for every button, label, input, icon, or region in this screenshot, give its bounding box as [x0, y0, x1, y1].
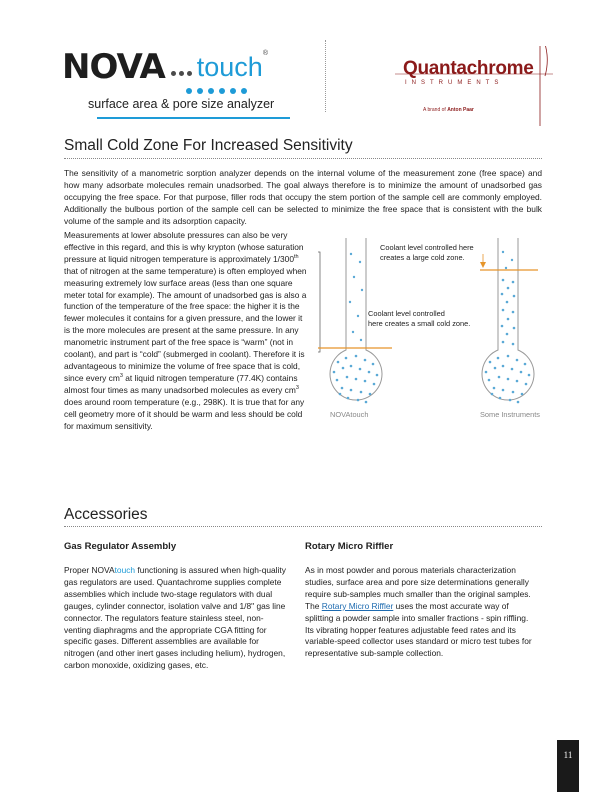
page-number: 11	[563, 750, 573, 760]
quantachrome-name: Quantachrome	[403, 58, 534, 79]
superscript: 3	[119, 373, 123, 380]
superscript: 3	[295, 384, 299, 391]
caption-some-instruments: Some Instruments	[480, 410, 540, 419]
tagline-underline	[97, 117, 290, 119]
gas-regulator-paragraph	[64, 565, 286, 672]
brand-prefix: A brand of	[423, 107, 448, 113]
accessories-title: Accessories	[64, 506, 148, 523]
body-text-a: Measurements at lower absolute pressures can also be very effective in this regard, and this is why krypton (whose saturation pressure at liquid nitrogen temperature is approximately 1/300	[64, 230, 304, 264]
superscript: th	[293, 254, 299, 261]
brand-line	[423, 107, 474, 113]
header-divider	[325, 40, 326, 112]
intro-paragraph: The sensitivity of a manometric sorption analyzer depends on the internal volume of the measurement zone (free space) and how many adsorbate molecules remain unadsorbed. The goal always therefore is to minimize the amount of unadsorbed gas occupying the free space. For that purpose, filler rods that occupy the stem portion of the sample cell are commonly employed. Additionally the bulbous portion of the sample cell can be selected to minimize the free space that is consistent with the bulk volume of the sample and its adsorption capacity.	[64, 168, 542, 226]
quantachrome-instruments: INSTRUMENTS	[405, 80, 504, 86]
nova-touch-logo	[62, 47, 268, 87]
gas-text-touch: touch	[114, 565, 136, 575]
gas-text-post: functioning is assured when high-quality gas regulators are used. Quantachrome supplies complete assemblies which include two-stage regulators with dual gauges, cylinder connector, isolation valve and 1/8" gas line connector. The regulators feature stainless steel, non-venting diaphragms and the appropriate CGA fitting for specific gases. Different assemblies are available for nitrogen (and other inert gases including helium), hydrogen, carbon monoxide, oxidizing gases, etc.	[64, 565, 286, 671]
registered-mark: ®	[262, 50, 268, 57]
cold-zone-diagram	[318, 232, 554, 422]
logo-touch-text: touch	[196, 52, 263, 82]
caption-novatouch: NOVAtouch	[330, 410, 369, 419]
logo-blue-dots	[186, 88, 247, 94]
body-paragraph	[64, 230, 308, 432]
logo-dots	[171, 71, 192, 76]
accessories-divider	[64, 526, 542, 527]
filler-rod	[318, 252, 320, 354]
rotary-micro-riffler-link[interactable]: Rotary Micro Riffler	[321, 600, 394, 611]
riffler-paragraph	[305, 565, 537, 660]
riffler-text-pre: As in most powder and porous materials characterization studies, surface area and pore size determinations generally require sub-samples much smaller than the original samples. The	[305, 565, 531, 611]
body-text-d: does around room temperature (e.g., 298K). It is true that for any cell geometry more of it should be warm and less should be cold for maximum sensitivity.	[64, 396, 305, 431]
body-text-b: that of nitrogen at the same temperature) is often employed when measuring extremely low surface areas (less than one square meter total for example). The amount of unadsorbed gas is also a function of the temperature of the free space: the higher it is the fewer molecules it contains for a given pressure, and the lower it is the more molecules are present at the same pressure. In any manometric instrument part of the free space is “warm” (not in coolant), and part is “cold” (submerged in coolant). Therefore it is advantageous to minimize the volume of free space that is cold, since every cm	[64, 265, 307, 383]
logo-nova-text: NOVA	[62, 47, 165, 87]
label-small-zone-2: here creates a small cold zone.	[368, 319, 471, 328]
page-number-tab	[557, 740, 579, 792]
gas-text-pre: Proper NOVA	[64, 565, 115, 575]
section-divider	[64, 158, 542, 159]
other-sample-cell	[480, 238, 538, 403]
tagline: surface area & pore size analyzer	[88, 97, 275, 111]
riffler-text-post: uses the most accurate way of splitting a powder sample into smaller fractions - spin riffling. Its vibrating hopper features adjustable feed rates and its variable-speed collector uses standard or micro test tubes for representative sub-sample collection.	[305, 600, 532, 659]
brand-name: Anton Paar	[447, 107, 474, 113]
gas-regulator-heading: Gas Regulator Assembly	[64, 541, 177, 552]
body-text-c: at liquid nitrogen temperature (77.4K) contains almost four times as many unadsorbed molecules as every cm	[64, 372, 298, 395]
riffler-heading: Rotary Micro Riffler	[305, 541, 394, 552]
section-title: Small Cold Zone For Increased Sensitivity	[64, 137, 353, 154]
label-small-zone-1: Coolant level controlled	[368, 309, 445, 318]
label-large-zone-1: Coolant level controlled here	[380, 243, 474, 252]
label-large-zone-2: creates a large cold zone.	[380, 253, 465, 262]
